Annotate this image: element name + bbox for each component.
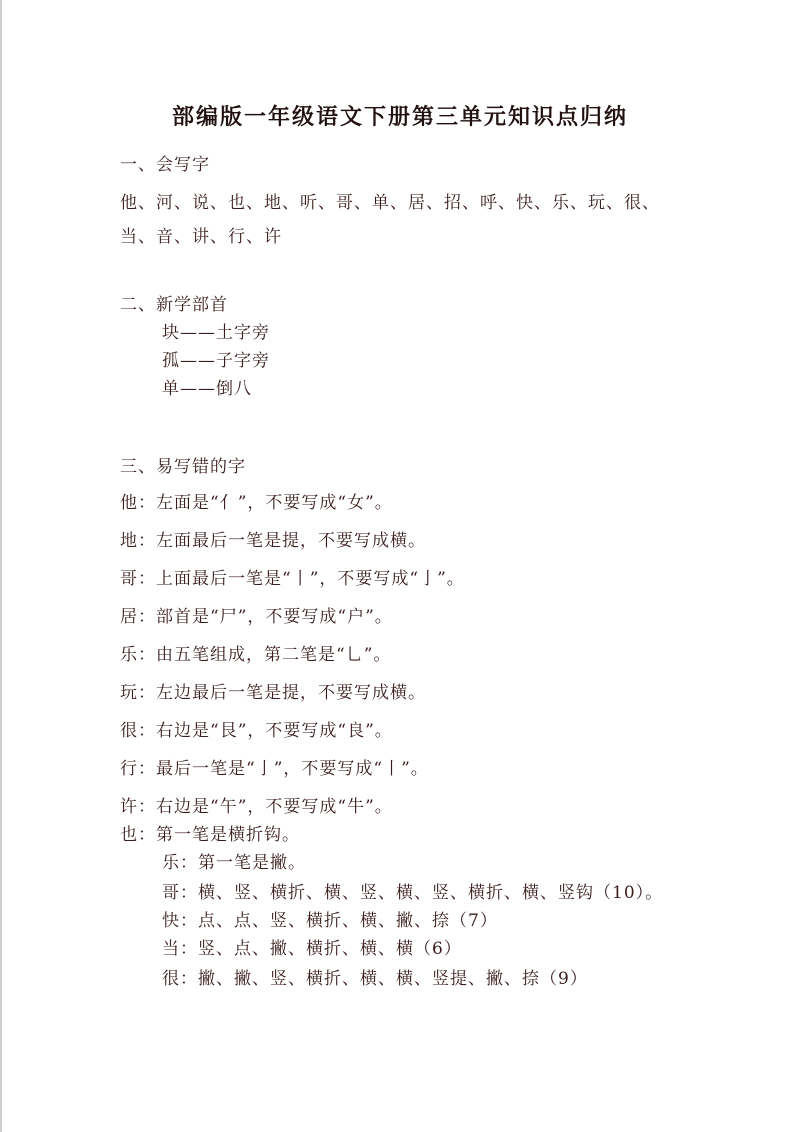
stroke-order-item: 哥：横、竖、横折、横、竖、横、竖、横折、横、竖钩（10）。 bbox=[162, 883, 664, 903]
stroke-order-item: 当：竖、点、撇、横折、横、横（6） bbox=[162, 939, 462, 959]
radical-item: 孤——子字旁 bbox=[162, 351, 270, 371]
mistake-item: 哥：上面最后一笔是“丨”，不要写成“亅”。 bbox=[120, 569, 465, 589]
writing-chars-line-1: 他、河、说、也、地、听、哥、单、居、招、呼、快、乐、玩、很、 bbox=[120, 193, 660, 213]
writing-chars-line-2: 当、音、讲、行、许 bbox=[120, 227, 282, 247]
radical-item: 单——倒八 bbox=[162, 379, 252, 399]
stroke-order-item: 乐：第一笔是撇。 bbox=[162, 853, 306, 873]
section-heading-easy-mistakes: 三、易写错的字 bbox=[120, 457, 246, 477]
page-title: 部编版一年级语文下册第三单元知识点归纳 bbox=[171, 104, 628, 130]
radical-item: 块——土字旁 bbox=[162, 323, 270, 343]
mistake-item: 许：右边是“午”，不要写成“牛”。 bbox=[120, 797, 393, 817]
mistake-item: 居：部首是“尸”，不要写成“户”。 bbox=[120, 607, 393, 627]
mistake-item: 行：最后一笔是“亅”，不要写成“丨”。 bbox=[120, 759, 429, 779]
section-heading-writing: 一、会写字 bbox=[120, 155, 210, 175]
mistake-item: 地：左面最后一笔是提，不要写成横。 bbox=[120, 531, 426, 551]
mistake-item: 乐：由五笔组成，第二笔是“乚”。 bbox=[120, 645, 392, 665]
stroke-order-item: 很：撇、撇、竖、横折、横、横、竖提、撇、捺（9） bbox=[162, 969, 588, 989]
mistake-item: 也：第一笔是横折钩。 bbox=[120, 825, 300, 845]
stroke-order-item: 快：点、点、竖、横折、横、撇、捺（7） bbox=[162, 911, 498, 931]
mistake-item: 玩：左边最后一笔是提，不要写成横。 bbox=[120, 683, 426, 703]
mistake-item: 他：左面是“亻”，不要写成“女”。 bbox=[120, 493, 393, 513]
section-heading-radicals: 二、新学部首 bbox=[120, 295, 228, 315]
page-left-border bbox=[0, 0, 2, 1132]
mistake-item: 很：右边是“艮”，不要写成“良”。 bbox=[120, 721, 393, 741]
